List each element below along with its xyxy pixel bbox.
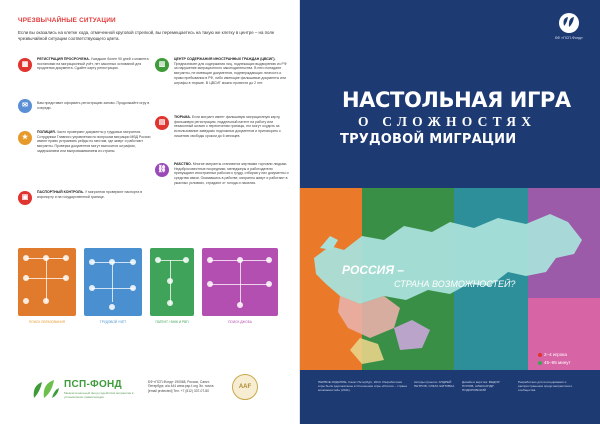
board-green [150, 248, 194, 316]
purpose-credit: Разработано для исследования и распространения среди мигрантского сообщества [518, 380, 573, 392]
board-caption: ПАТЕНТ / ВНЖ И РВП [155, 320, 189, 324]
cover-title-line-2: О СЛОЖНОСТЯХ [358, 114, 537, 129]
rule-title: ПАСПОРТНЫЙ КОНТРОЛЬ. [37, 190, 84, 194]
cover-page [300, 0, 600, 424]
bullet-icon [538, 353, 542, 357]
bullet-icon [538, 361, 542, 365]
psp-fund-subtitle: Межрегиональный фонд содействия мигрантам в установлении правопорядка [64, 391, 134, 399]
aaf-seal-icon: ААF [232, 374, 258, 400]
psp-fund-name: ПСП-ФОНД [64, 379, 122, 390]
rule-body: Часто проверяют документы у трудовых мигрантов. Сотрудники Главного управления по вопросам миграции МВД России имеют право устраивать рейды по местам, где живут и работают мигранты. Проверка документов могут выносится штрафом, задержанием или выпроваживанием из страны. [37, 130, 151, 153]
board-caption: ТРУДОВОЙ УЧЁТ [99, 320, 127, 324]
rule-title: ПОЛИЦИЯ. [37, 130, 56, 134]
rule-body: Предназначен для содержания лиц, подлежащих выдворению из РФ за нарушение миграционного законодательства. В него попадают мигранты, не имеющие документов, подтверждающих личность и право пребывания в РФ, либо имеющие фальшивые документы или штрафы в тюрьме. В ЦВСИГ можно провести до 2 лет. [174, 61, 287, 85]
rule-title: ТЮРЬМА. [174, 115, 191, 119]
cover-title-line-1: НАСТОЛЬНАЯ ИГРА [342, 88, 571, 112]
cover-title-line-3: ТРУДОВОЙ МИГРАЦИИ [340, 132, 517, 147]
rule-title: РЕГИСТРАЦИЯ ПРОСРОЧЕНА. [37, 57, 90, 61]
board-caption: ПОИСК ОБРАЗОВАНИЯ [28, 320, 66, 324]
chat-icon: ✉ [18, 99, 32, 113]
rule-body: Вам представят оформить регистрацию заново. Продолжайте игру в очереди. [37, 101, 150, 110]
building-icon: ▥ [155, 58, 169, 72]
cover-subtitle-line-1: РОССИЯ – [342, 263, 405, 277]
board-purple [202, 248, 278, 316]
prison-icon: ▤ [155, 116, 169, 130]
rule-body: У мигрантов проверяют паспорта в аэропорту и на государственной границе. [37, 190, 143, 199]
board-caption: ПОИСК ДЖОБА [228, 320, 252, 324]
play-duration: 45–95 минут [538, 360, 571, 365]
chain-icon: ⛓ [155, 163, 169, 177]
passport-icon: ▣ [18, 191, 32, 205]
publisher-name: БФ «ПСП-Фонд» [555, 36, 583, 40]
calendar-icon: ▦ [18, 58, 32, 72]
board-blue [84, 248, 142, 316]
rule-body: Ушедшие более 90 дней с момента постановки на миграционный учёт, нет законных оснований для продления документа. Сдайте карту регистрации. [37, 57, 149, 71]
authors-credit: Авторы проекта: АНДРЕЙ ПЕТРОВ, ОЛЬГА ЖИТОВКА [414, 380, 455, 388]
cover-subtitle-line-2: СТРАНА ВОЗМОЖНОСТЕЙ? [394, 279, 516, 289]
edition-credit: ПЕРВОЕ ИЗДАНИЕ, Санкт-Петербург, 2014. Разработчики игры были вдохновлены в Отношении игры «Россия – страна возможностей» (2011). [318, 380, 407, 392]
rule-title: ЦЕНТР СОДЕРЖАНИЯ ИНОСТРАННЫХ ГРАЖДАН (ЦВСИГ). [174, 57, 276, 61]
police-icon: ★ [18, 131, 32, 145]
intro-paragraph: Если вы оказались на клетке хода, отмеченной круговой стрелкой, вы перемещаетесь на такую же клетку в центре – на поле чрезвычайной ситуации соответствующего цвета. [18, 30, 275, 41]
rule-title: РАБСТВО. [174, 162, 192, 166]
publisher-logo-icon [558, 12, 580, 34]
contacts-block: БФ «ПСП-Фонд» 190068, Россия, Санкт-Петербург, а/я 444 www.psp-f.org Эл. почта: [email protected] Тел. +7 (812) 337-07-80 [148, 380, 215, 393]
rule-body: Многие мигранты становятся жертвами торговли людьми. Недобросовестные посредники, менеджеры и работодатели принуждают иностранных рабочих к труду, отбирая у них документы и средства связи. Оказавшись в рабстве, мигранты живут и работают в ужасных условиях, страдают от голода и насилия. [174, 162, 289, 185]
section-title: ЧРЕЗВЫЧАЙНЫЕ СИТУАЦИИ [18, 17, 116, 24]
players-count: 2–4 игрока [538, 352, 567, 357]
design-credit: Дизайн и верстка: ФЕДОР ПОПОВ, АЛЕКСАНДР ПОДОРОВСКИЙ [462, 380, 500, 392]
board-orange [18, 248, 76, 316]
psp-fund-logo-icon [30, 378, 60, 400]
rule-body: Если мигрант имеет фальшивую миграционную карту, фальшивую регистрацию, поддельный патент на работу или незаконный штамп о пересечении границы, его могут осудить за использование заведомо подложных документов и приговорить к лишению свободы сроком до 6 месяцев. [174, 115, 281, 138]
